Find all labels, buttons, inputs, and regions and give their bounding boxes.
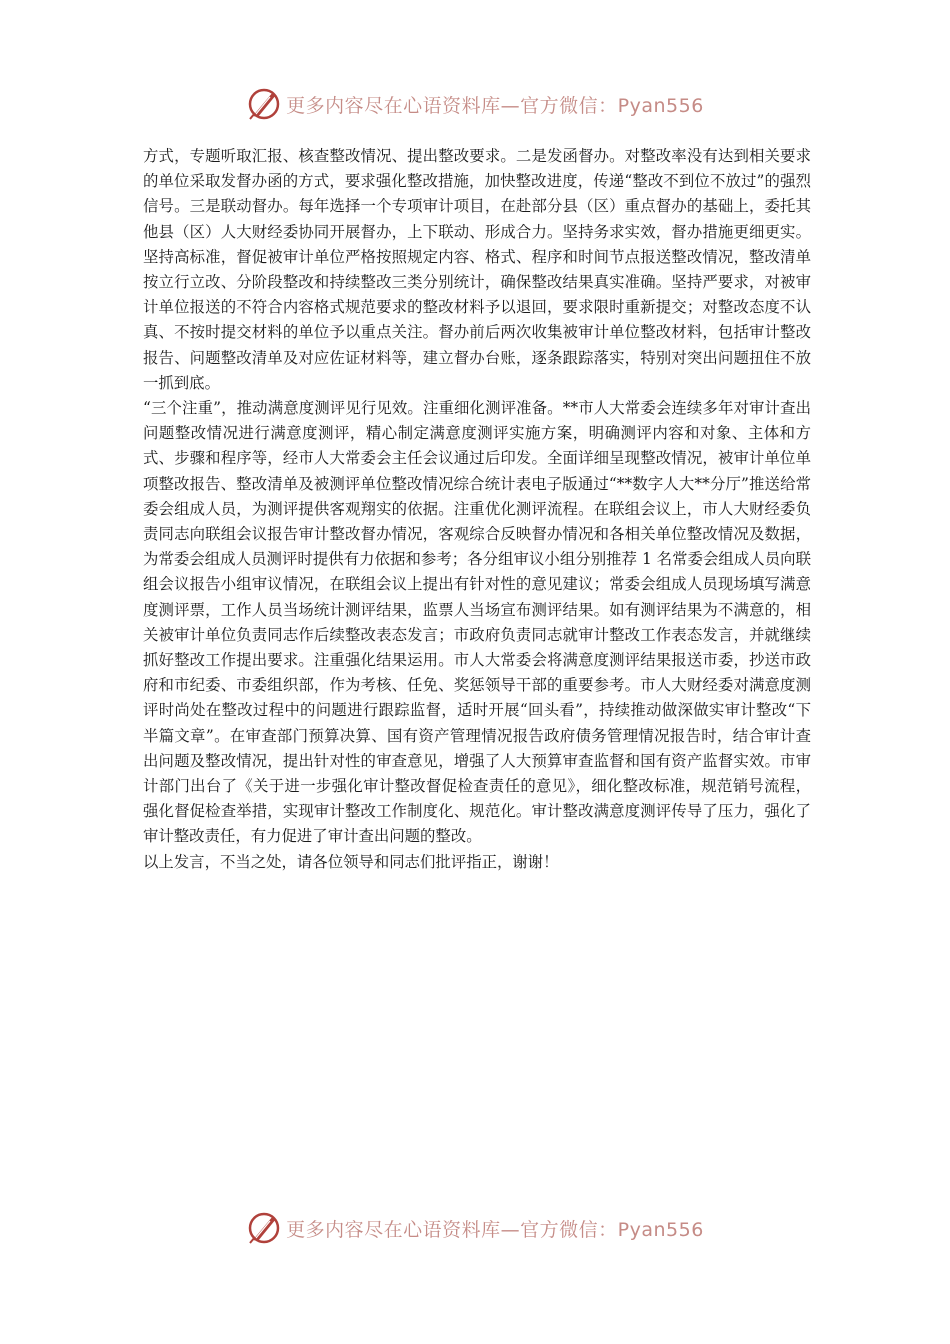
paragraph-2: “三个注重”，推动满意度测评见行见效。注重细化测评准备。**市人大常委会连续多年对审计查出问题整改情况进行满意度测评，精心制定满意度测评实施方案，明确测评内容和对象、主体和方式、步骤和程序等，经市人大常委会主任会议通过后印发。全面详细呈现整改情况，被审计单位单项整改报告、整改清单及被测评单位整改情况综合统计表电子版通过“**数字人大**分厅”推送给常委会组成人员，为测评提供客观翔实的依据。注重优化测评流程。在联组会议上，市人大财经委负责同志向联组会议报告审计整改督办情况，客观综合反映督办情况和各相关单位整改情况及数据，为常委会组成人员测评时提供有力依据和参考；各分组审议小组分别推荐 1 名常委会组成人员向联组会议报告小组审议情况，在联组会议上提出有针对性的意见建议；常委会组成人员现场填写满意度测评票，工作人员当场统计测评结果，监票人当场宣布测评结果。如有测评结果为不满意的，相关被审计单位负责同志作后续整改表态发言；市政府负责同志就审计整改工作表态发言，并就继续抓好整改工作提出要求。注重强化结果运用。市人大常委会将满意度测评结果报送市委，抄送市政府和市纪委、市委组织部，作为考核、任免、奖惩领导干部的重要参考。市人大财经委对满意度测评时尚处在整改过程中的问题进行跟踪监督，适时开展“回头看”，持续推动做深做实审计整改“下半篇文章”。在审查部门预算决算、国有资产管理情况报告政府债务管理情况报告时，结合审计查出问题及整改情况，提出针对性的审查意见，增强了人大预算审查监督和国有资产监督实效。市审计部门出台了《关于进一步强化审计整改督促检查责任的意见》，细化整改标准，规范销号流程，强化督促检查举措，实现审计整改工作制度化、规范化。审计整改满意度测评传导了压力，强化了审计整改责任，有力促进了审计查出问题的整改。 [143, 399, 811, 846]
paragraph-3: 以上发言，不当之处，请各位领导和同志们批评指正，谢谢！ [143, 852, 559, 871]
footer-banner-text: 更多内容尽在心语资料库—官方微信：Pyan556 [286, 1218, 704, 1241]
quill-pen-logo-icon [246, 86, 282, 122]
document-body [143, 144, 811, 875]
quill-pen-logo-icon [246, 1210, 282, 1246]
paragraph-1: 方式，专题听取汇报、核查整改情况、提出整改要求。二是发函督办。对整改率没有达到相关要求的单位采取发督办函的方式，要求强化整改措施，加快整改进度，传递“整改不到位不放过”的强烈信号。三是联动督办。每年选择一个专项审计项目，在赴部分县（区）重点督办的基础上，委托其他县（区）人大财经委协同开展督办，上下联动、形成合力。坚持务求实效，督办措施更细更实。坚持高标准，督促被审计单位严格按照规定内容、格式、程序和时间节点报送整改情况，整改清单按立行立改、分阶段整改和持续整改三类分别统计，确保整改结果真实准确。坚持严要求，对被审计单位报送的不符合内容格式规范要求的整改材料予以退回，要求限时重新提交；对整改态度不认真、不按时提交材料的单位予以重点关注。督办前后两次收集被审计单位整改材料，包括审计整改报告、问题整改清单及对应佐证材料等，建立督办台账，逐条跟踪落实，特别对突出问题扭住不放一抓到底。 [143, 147, 811, 392]
header-banner-text: 更多内容尽在心语资料库—官方微信：Pyan556 [286, 94, 704, 117]
header-banner [0, 84, 950, 124]
footer-banner [0, 1208, 950, 1248]
